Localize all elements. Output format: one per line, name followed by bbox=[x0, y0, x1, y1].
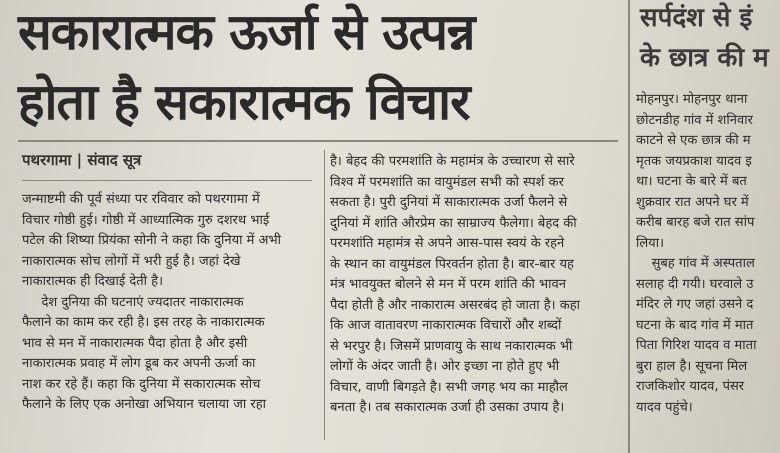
text-line: नाकारात्मक सोच लोगों में भरी हुई है। जहां देखे bbox=[22, 253, 241, 269]
headline-divider bbox=[18, 140, 618, 142]
text-line: मोहनपुर। मोहनपुर थाना bbox=[636, 92, 748, 107]
adjacent-article-body bbox=[636, 90, 780, 418]
article-column-2 bbox=[330, 152, 620, 419]
text-line: करीब बारह बजे रात सांप bbox=[636, 215, 755, 230]
text-line: नाकारात्मक ही दिखाई देती है। bbox=[22, 274, 163, 289]
text-line: नाश कर रहे हैं। कहा कि दुनिया में सकारात्मक सोच bbox=[22, 376, 261, 392]
column-divider bbox=[324, 150, 325, 440]
text-line: देश दुनिया की घटनाएं ज्यदातर नाकारात्मक bbox=[41, 294, 244, 310]
text-line: लिया। bbox=[636, 235, 665, 251]
text-line: परमशांति महामंत्र से अपने आस-पास स्वयं के रहने bbox=[330, 236, 565, 251]
text-line: मंत्र भावयुक्त बोलने से मन में परम शांति की भावन bbox=[330, 277, 566, 292]
text-line: भाव से मन में नाकारात्मक पैदा होता है और इसी bbox=[22, 335, 248, 351]
text-line: सकता है। पुरी दुनियां में साकारात्मक उर्जा फैलने से bbox=[330, 195, 568, 210]
text-line: पैदा होती है और नाकारात्म असरबंद हो जाता है। कहा bbox=[330, 297, 580, 313]
text-line: मंदिर ले गए जहां उसने द bbox=[636, 297, 754, 312]
text-line: शुक्रवार रात अपने घर में bbox=[636, 194, 749, 210]
text-line: फैलाने के लिए एक अनोखा अभियान चलाया जा रहा bbox=[22, 397, 267, 412]
text-line: जन्माष्टमी की पूर्व संध्या पर रविवार को पथरगामा में bbox=[22, 192, 260, 207]
text-line: छोटनडीह गांव में शनिवार bbox=[636, 112, 753, 128]
text-line: पटेल की शिष्या प्रियंका सोनी ने कहा कि दुनिया में अभी bbox=[22, 233, 281, 248]
text-line: बनता है। तब सकारात्मक उर्जा ही उसका उपाय है। bbox=[330, 400, 565, 415]
text-line: विचार गोष्ठी हुई। गोष्ठी में आध्यात्मिक गुरु दशरथ भाई bbox=[22, 212, 270, 228]
text-line: से भरपुर है। जिसमें प्राणवायु के साथ नकारात्मक भी bbox=[330, 338, 573, 354]
text-line: था। घटना के बारे में बत bbox=[636, 174, 747, 189]
text-line: दुनियां में शांति औरप्रेम का साम्राज्य फैलेगा। बेहद की bbox=[330, 215, 577, 231]
byline-divider bbox=[22, 180, 312, 181]
headline-line-2: होता है सकारात्मक विचार bbox=[18, 73, 470, 131]
headline-line-1: सकारात्मक ऊर्जा से उत्पन्न bbox=[18, 3, 475, 61]
text-line: कि आज वातावरण नाकारात्मक विचारों और शब्दों bbox=[330, 318, 562, 333]
text-line: विचार, वाणी बिगड़ते है। सभी जगह भय का माहौल bbox=[330, 379, 568, 395]
adjacent-headline-line-2: के छात्र की म bbox=[640, 43, 769, 73]
adjacent-headline-line-1: सर्पदंश से इं bbox=[640, 3, 753, 33]
article-column-1 bbox=[22, 190, 312, 416]
adjacent-article bbox=[634, 0, 780, 453]
text-line: राजकिशोर यादव, पंसर bbox=[636, 379, 745, 394]
text-line: है। बेहद की परमशांति के महामंत्र के उच्चारण से सारे bbox=[330, 154, 575, 169]
text-line: बुरा हाल है। सूचना मिल bbox=[636, 358, 748, 374]
text-line: सलाह दी गयी। घरवाले उ bbox=[636, 276, 754, 292]
text-line: फैलाने का काम कर रही है। इस तरह के नाकारात्मक bbox=[22, 315, 265, 330]
text-line: काटने से एक छात्र की म bbox=[636, 133, 751, 148]
text-line: सुबह गांव में अस्पताल bbox=[651, 256, 755, 271]
text-line: विश्व में परमशांति का वायुमंडल सभी को स्पर्श कर bbox=[330, 174, 564, 190]
text-line: पिता गिरिश यादव व माता bbox=[636, 338, 757, 353]
text-line: घटना के बाद गांव में मात bbox=[636, 317, 754, 333]
article-divider bbox=[628, 0, 630, 453]
text-line: लोगों के अंदर जाती है। ओर इच्छा ना होते हुए भी bbox=[330, 359, 560, 374]
text-line: नाकारात्मक प्रवाह में लोग डूब कर अपनी ऊर्जा का bbox=[22, 356, 256, 371]
byline: पथरगामा | संवाद सूत्र bbox=[22, 151, 142, 169]
text-line: के स्थान का वायुमंडल पिरवर्तन होता है। बार-बार यह bbox=[330, 256, 574, 272]
text-line: मृतक जयप्रकाश यादव इ bbox=[636, 153, 752, 169]
text-line: यादव पहुंचे। bbox=[636, 399, 693, 415]
